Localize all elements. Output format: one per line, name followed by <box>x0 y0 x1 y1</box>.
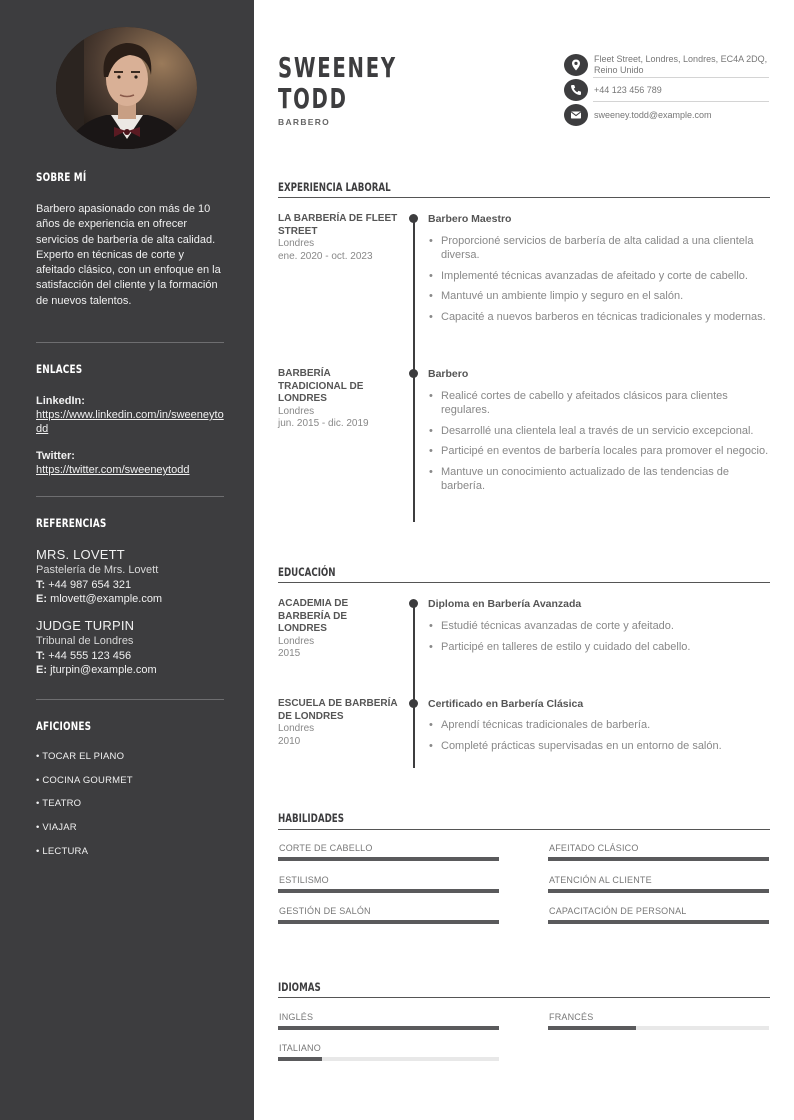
envelope-icon <box>564 104 588 126</box>
skill-bar-fill <box>548 889 769 893</box>
position-title: Barbero <box>428 368 469 380</box>
phone-text: +44 123 456 789 <box>594 85 662 95</box>
about-text: Barbero apasionado con más de 10 años de experiencia en ofrecer servicios de barbería de alta calidad. Experto en técnicas de corte y afeitado clásico, con un enfoque en la satisfacción del cliente y la formación de nuevos talentos. <box>36 203 221 307</box>
skill-item <box>278 843 499 863</box>
language-bar-track <box>278 1057 499 1061</box>
location-pin-icon <box>564 54 588 76</box>
skill-name: CAPACITACIÓN DE PERSONAL <box>549 906 687 916</box>
reference-lovett <box>36 547 226 607</box>
bullet-item: • Implementé técnicas avanzadas de afeitado y corte de cabello. <box>428 270 770 284</box>
skill-name: AFEITADO CLÁSICO <box>549 843 639 853</box>
skill-item <box>548 906 769 926</box>
reference-name: JUDGE TURPIN <box>36 618 135 633</box>
skill-bar-track <box>278 889 499 893</box>
contact-phone <box>564 79 769 103</box>
reference-turpin <box>36 618 226 678</box>
reference-company: Tribunal de Londres <box>36 635 134 647</box>
experience-entry-meta <box>278 368 398 431</box>
timeline-dot <box>409 699 418 708</box>
school-location: Londres <box>278 723 315 734</box>
divider <box>36 342 224 343</box>
skill-bar-fill <box>278 920 499 924</box>
contact-email <box>564 104 769 128</box>
reference-name: MRS. LOVETT <box>36 547 125 562</box>
profile-photo <box>56 27 197 149</box>
languages-heading: IDIOMAS <box>278 980 321 994</box>
email-label: E: <box>36 664 47 676</box>
skill-item <box>278 906 499 926</box>
hobbies-heading: AFICIONES <box>36 719 92 733</box>
hobby-item: • COCINA GOURMET <box>36 775 133 786</box>
bullet-item: • Mantuvé un ambiente limpio y seguro en el salón. <box>428 290 770 304</box>
school-name: ESCUELA DE BARBERÍA DE LONDRES <box>278 698 398 722</box>
hobby-item: • TOCAR EL PIANO <box>36 751 125 762</box>
graduation-year: 2015 <box>278 648 301 659</box>
email-label: E: <box>36 593 47 605</box>
hobby-item: • LECTURA <box>36 846 89 857</box>
linkedin-link-block <box>36 394 226 436</box>
language-bar-fill <box>548 1026 636 1030</box>
language-bar-fill <box>278 1057 322 1061</box>
language-item <box>278 1043 499 1063</box>
employment-dates: jun. 2015 - dic. 2019 <box>278 418 369 429</box>
bullet-item: • Estudié técnicas avanzadas de corte y afeitado. <box>428 620 770 634</box>
education-bullets <box>428 719 770 761</box>
bullet-item: • Participé en talleres de estilo y cuidado del cabello. <box>428 641 770 655</box>
skill-bar-track <box>548 857 769 861</box>
first-name: SWEENEY <box>278 51 397 84</box>
language-name: ITALIANO <box>279 1043 321 1053</box>
skill-bar-fill <box>548 920 769 924</box>
skill-name: CORTE DE CABELLO <box>279 843 373 853</box>
sidebar <box>0 0 254 1120</box>
candidate-name <box>278 52 397 114</box>
bullet-item: • Proporcioné servicios de barbería de alta calidad a una clientela diversa. <box>428 235 770 263</box>
language-bar-track <box>548 1026 769 1030</box>
skill-bar-track <box>278 857 499 861</box>
experience-bullets <box>428 390 770 501</box>
education-entry-meta <box>278 698 398 748</box>
bullet-item: • Completé prácticas supervisadas en un entorno de salón. <box>428 740 770 754</box>
reference-email: mlovett@example.com <box>50 593 163 605</box>
education-heading: EDUCACIÓN <box>278 565 336 579</box>
twitter-link-block <box>36 449 226 477</box>
language-item <box>278 1012 499 1032</box>
divider <box>36 496 224 497</box>
education-timeline <box>413 603 415 768</box>
linkedin-label: LinkedIn: <box>36 395 85 407</box>
skill-name: GESTIÓN DE SALÓN <box>279 906 371 916</box>
section-divider <box>278 582 770 583</box>
school-name: ACADEMIA DE BARBERÍA DE LONDRES <box>278 598 349 634</box>
section-divider <box>278 829 770 830</box>
skill-bar-fill <box>548 857 769 861</box>
email-text[interactable]: sweeney.todd@example.com <box>594 110 712 120</box>
divider <box>593 101 769 102</box>
skill-item <box>548 875 769 895</box>
education-entry-meta <box>278 598 398 661</box>
employer-name: BARBERÍA TRADICIONAL DE LONDRES <box>278 368 364 404</box>
bullet-item: • Realicé cortes de cabello y afeitados clásicos para clientes regulares. <box>428 390 770 418</box>
linkedin-link[interactable]: https://www.linkedin.com/in/sweeneytodd <box>36 409 224 435</box>
phone-label: T: <box>36 578 46 591</box>
skill-bar-track <box>278 920 499 924</box>
employment-dates: ene. 2020 - oct. 2023 <box>278 250 373 262</box>
reference-email: jturpin@example.com <box>50 664 157 676</box>
hobby-item: • VIAJAR <box>36 822 77 833</box>
education-bullets <box>428 620 770 662</box>
experience-heading: EXPERIENCIA LABORAL <box>278 180 391 194</box>
bullet-item: • Desarrollé una clientela leal a través de un servicio excepcional. <box>428 425 770 439</box>
employer-location: Londres <box>278 405 315 417</box>
reference-company: Pastelería de Mrs. Lovett <box>36 564 159 576</box>
about-heading: SOBRE MÍ <box>36 170 87 184</box>
bullet-item: • Capacité a nuevos barberos en técnicas tradicionales y modernas. <box>428 311 770 325</box>
employer-location: Londres <box>278 238 315 249</box>
language-bar-track <box>278 1026 499 1030</box>
phone-icon <box>564 79 588 101</box>
timeline-dot <box>409 369 418 378</box>
contact-address <box>564 54 769 78</box>
language-bar-fill <box>278 1026 499 1030</box>
phone-label: T: <box>36 649 46 662</box>
timeline-dot <box>409 214 418 223</box>
language-name: INGLÉS <box>279 1012 314 1022</box>
links-heading: ENLACES <box>36 362 83 376</box>
skill-bar-track <box>548 889 769 893</box>
hobby-item: • TEATRO <box>36 798 82 809</box>
timeline-dot <box>409 599 418 608</box>
skill-bar-fill <box>278 889 499 893</box>
experience-bullets <box>428 235 770 332</box>
section-divider <box>278 997 770 998</box>
skills-heading: HABILIDADES <box>278 811 344 825</box>
degree-title: Certificado en Barbería Clásica <box>428 698 584 710</box>
school-location: Londres <box>278 635 315 647</box>
skill-item <box>278 875 499 895</box>
employer-name: LA BARBERÍA DE FLEET STREET <box>278 213 398 237</box>
position-title: Barbero Maestro <box>428 213 512 225</box>
language-item <box>548 1012 769 1032</box>
divider <box>593 77 769 78</box>
divider <box>36 699 224 700</box>
experience-entry-meta <box>278 213 398 263</box>
bullet-item: • Mantuve un conocimiento actualizado de las tendencias de barbería. <box>428 466 770 494</box>
address-text: Fleet Street, Londres, Londres, EC4A 2DQ, Reino Unido <box>594 54 768 75</box>
twitter-label: Twitter: <box>36 450 75 462</box>
skill-bar-fill <box>278 857 499 861</box>
reference-phone: +44 987 654 321 <box>48 578 132 591</box>
skill-name: ESTILISMO <box>279 875 329 885</box>
language-name: FRANCÉS <box>549 1012 594 1022</box>
bullet-item: • Aprendí técnicas tradicionales de barbería. <box>428 719 770 733</box>
references-heading: REFERENCIAS <box>36 516 107 530</box>
section-divider <box>278 197 770 198</box>
job-role: BARBERO <box>278 117 331 127</box>
degree-title: Diploma en Barbería Avanzada <box>428 598 582 610</box>
bullet-item: • Participé en eventos de barbería locales para promover el negocio. <box>428 445 770 459</box>
twitter-link[interactable]: https://twitter.com/sweeneytodd <box>36 464 190 476</box>
skill-name: ATENCIÓN AL CLIENTE <box>549 875 652 885</box>
reference-phone: +44 555 123 456 <box>48 649 132 662</box>
last-name: TODD <box>278 82 348 115</box>
skill-bar-track <box>548 920 769 924</box>
skill-item <box>548 843 769 863</box>
graduation-year: 2010 <box>278 735 301 747</box>
